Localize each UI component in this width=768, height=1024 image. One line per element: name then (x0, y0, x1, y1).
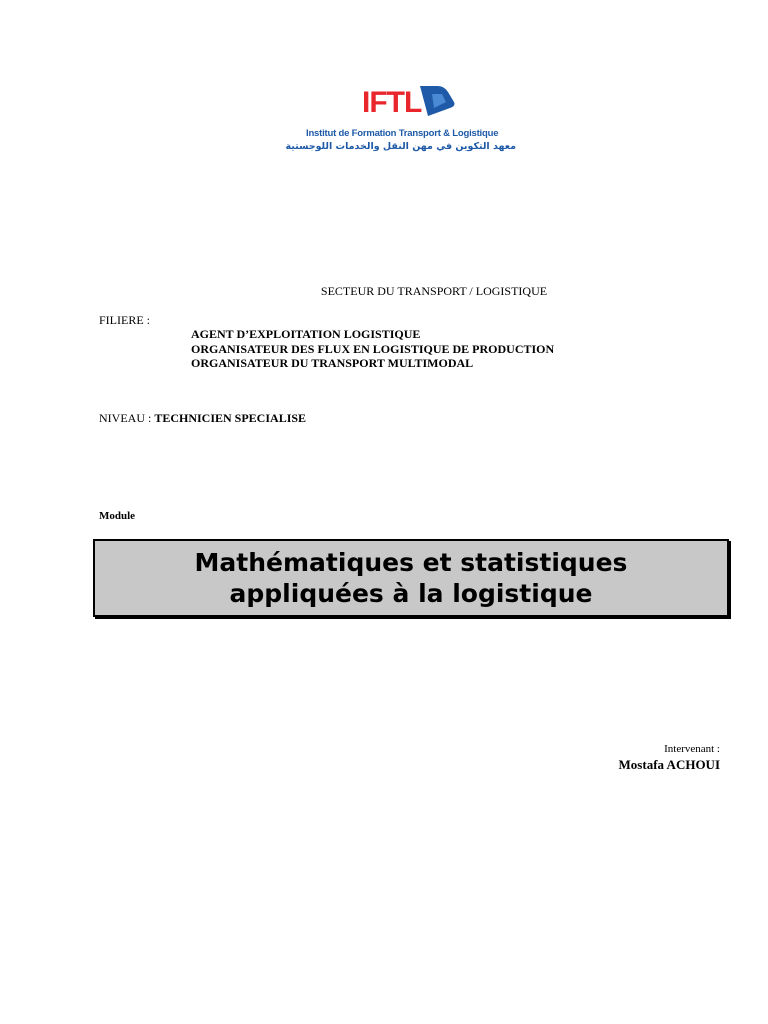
module-title-line-2: appliquées à la logistique (229, 579, 593, 608)
filiere-item: ORGANISATEUR DU TRANSPORT MULTIMODAL (191, 356, 474, 370)
sector-heading: SECTEUR DU TRANSPORT / LOGISTIQUE (320, 284, 548, 298)
logo-subtitle-french: Institut de Formation Transport & Logistique (306, 128, 499, 139)
iftl-logo (285, 80, 520, 158)
filiere-item: AGENT D’EXPLOITATION LOGISTIQUE (191, 327, 421, 341)
intervenant-label: Intervenant : (664, 743, 720, 755)
logo-wordmark: IFTL (362, 86, 422, 119)
niveau-value: TECHNICIEN SPECIALISE (154, 411, 307, 425)
intervenant-name: Mostafa ACHOUI (618, 757, 720, 772)
niveau-line (99, 411, 306, 426)
logo-subtitle-arabic: معهد التكوين في مهن النقل والخدمات اللوجستية (285, 141, 516, 152)
module-title-box (93, 539, 729, 617)
module-label: Module (99, 510, 136, 522)
niveau-label: NIVEAU : (99, 411, 155, 425)
filiere-label: FILIERE : (99, 313, 150, 327)
module-title-line-1: Mathématiques et statistiques (194, 548, 628, 577)
filiere-list (191, 327, 554, 371)
filiere-item: ORGANISATEUR DES FLUX EN LOGISTIQUE DE PRODUCTION (191, 341, 555, 356)
